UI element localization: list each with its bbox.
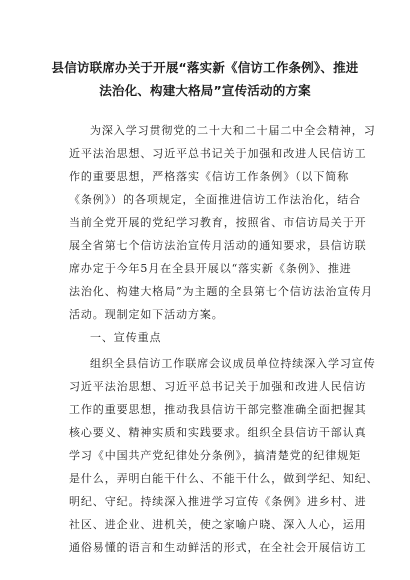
- paragraph-1-line: 席办定于今年5月在全县开展以“落实新《条例》、推进: [69, 262, 352, 275]
- paragraph-1-line: 展全省第七个信访法治宣传月活动的通知要求，县信访联: [69, 239, 367, 252]
- section-heading: 一、宣传重点: [90, 331, 162, 344]
- paragraph-2-line: 核心要义、精神实质和实践要求。组织全县信访干部认真: [69, 426, 367, 439]
- paragraph-1-line: 当前全党开展的党纪学习教育，按照省、市信访局关于开: [69, 216, 367, 229]
- paragraph-2-line: 是什么，弄明白能干什么、不能干什么，做到学纪、知纪、: [69, 472, 379, 485]
- paragraph-1-line: 法治化、构建大格局”为主题的全县第七个信访法治宣传月: [69, 285, 374, 298]
- paragraph-2-line: 明纪、守纪。持续深入推进学习宣传《条例》进乡村、进: [69, 495, 367, 508]
- paragraph-2-line: 组织全县信访工作联席会议成员单位持续深入学习宣传: [90, 357, 376, 370]
- paragraph-1-line: 近平法治思想、习近平总书记关于加强和改进人民信访工: [69, 147, 367, 160]
- document-title-line-2: 法治化、构建大格局”宣传活动的方案: [99, 83, 311, 98]
- paragraph-1-line: 作的重要思想，严格落实《信访工作条例》（以下简称: [69, 170, 350, 183]
- paragraph-1-line: 《条例》）的各项规定，全面推进信访工作法治化，结合: [69, 193, 361, 206]
- paragraph-2-line: 学习《中国共产党纪律处分条例》，搞清楚党的纪律规矩: [69, 449, 361, 462]
- paragraph-2-line: 习近平法治思想、习近平总书记关于加强和改进人民信访: [69, 380, 367, 393]
- paragraph-2-line: 社区、进企业、进机关，使之家喻户晓、深入人心，运用: [69, 518, 367, 531]
- paragraph-2-line: 通俗易懂的语言和生动鲜活的形式，在全社会开展信访工: [69, 541, 367, 554]
- paragraph-2-line: 工作的重要思想，推动我县信访干部完整准确全面把握其: [69, 403, 367, 416]
- document-title-line-1: 县信访联席办关于开展“落实新《信访工作条例》、推进: [51, 60, 359, 75]
- paragraph-1-line: 为深入学习贯彻党的二十大和二十届二中全会精神，习: [90, 124, 376, 137]
- paragraph-1-line: 活动。现制定如下活动方案。: [69, 308, 224, 321]
